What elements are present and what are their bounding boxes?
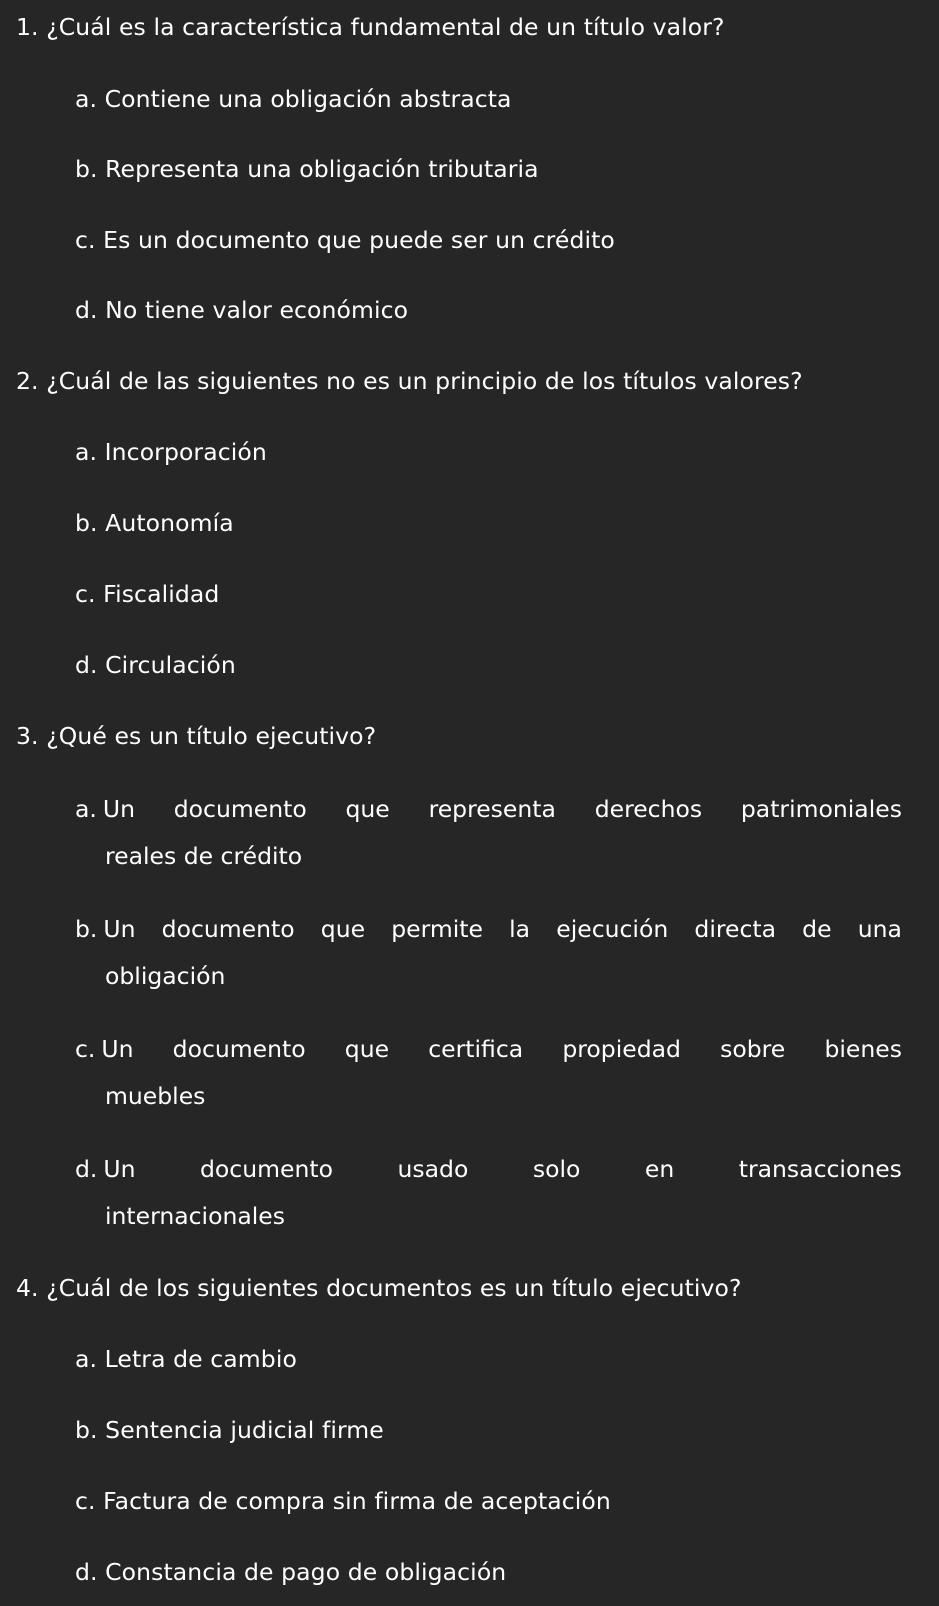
option-word: directa	[694, 915, 776, 943]
option-letter: c.	[75, 1487, 96, 1515]
option-word: documento	[200, 1155, 333, 1183]
option-letter: a.	[75, 795, 97, 823]
question-1	[16, 12, 725, 42]
option-word: derechos	[594, 795, 703, 823]
option-letter: d.	[75, 296, 98, 324]
question-text: ¿Cuál de los siguientes documentos es un título ejecutivo?	[46, 1274, 742, 1302]
option-letter: d.	[75, 1558, 98, 1586]
option-text: Sentencia judicial firme	[105, 1416, 384, 1444]
question-2-option-d	[75, 650, 236, 680]
option-word: certifica	[428, 1035, 524, 1063]
question-4-option-b	[75, 1415, 384, 1445]
option-word: documento	[161, 915, 295, 943]
option-text: Circulación	[105, 651, 236, 679]
option-word: usado	[397, 1155, 469, 1183]
option-word: ejecución	[556, 915, 669, 943]
question-text: ¿Cuál es la característica fundamental de un título valor?	[46, 13, 725, 41]
option-word: que	[320, 915, 366, 943]
option-text-line-2: internacionales	[105, 1202, 285, 1230]
question-4	[16, 1273, 742, 1303]
option-word: documento	[173, 795, 307, 823]
option-word: documento	[172, 1035, 306, 1063]
option-text-line-1	[103, 1154, 902, 1184]
option-letter: d.	[75, 651, 98, 679]
question-4-option-d	[75, 1557, 506, 1587]
option-word: bienes	[824, 1035, 902, 1063]
option-text: Factura de compra sin firma de aceptación	[103, 1487, 611, 1515]
question-1-option-d	[75, 295, 408, 325]
option-letter: b.	[75, 915, 98, 943]
option-word: patrimoniales	[740, 795, 902, 823]
option-letter: b.	[75, 155, 98, 183]
option-word: la	[509, 915, 531, 943]
question-text: ¿Qué es un título ejecutivo?	[46, 722, 377, 750]
option-word: Un	[101, 1035, 134, 1063]
option-text: Letra de cambio	[104, 1345, 297, 1373]
option-word: permite	[391, 915, 483, 943]
option-word: solo	[532, 1155, 581, 1183]
option-text: Incorporación	[104, 438, 267, 466]
option-text-line-1	[101, 1034, 902, 1064]
option-word: una	[857, 915, 902, 943]
option-letter: c.	[75, 580, 96, 608]
option-word: sobre	[720, 1035, 786, 1063]
option-word: que	[344, 1035, 390, 1063]
option-word: transacciones	[738, 1155, 902, 1183]
option-text: Fiscalidad	[103, 580, 220, 608]
option-text-line-2: obligación	[105, 962, 226, 990]
option-word: propiedad	[562, 1035, 681, 1063]
option-text: Es un documento que puede ser un crédito	[103, 226, 615, 254]
question-1-option-c	[75, 225, 615, 255]
question-2	[16, 366, 803, 396]
option-letter: a.	[75, 1345, 98, 1373]
question-4-option-a	[75, 1344, 297, 1374]
question-3	[16, 721, 376, 751]
option-text: Constancia de pago de obligación	[105, 1558, 507, 1586]
option-text-line-2: muebles	[105, 1082, 206, 1110]
question-3-option-c	[75, 1034, 902, 1111]
question-number: 4.	[16, 1274, 39, 1302]
option-letter: a.	[75, 438, 98, 466]
option-text: Autonomía	[105, 509, 234, 537]
question-number: 2.	[16, 367, 39, 395]
option-text: No tiene valor económico	[105, 296, 409, 324]
option-word: en	[644, 1155, 675, 1183]
option-letter: d.	[75, 1155, 98, 1183]
option-letter: c.	[75, 226, 96, 254]
question-2-option-c	[75, 579, 219, 609]
option-word: que	[345, 795, 390, 823]
question-text: ¿Cuál de las siguientes no es un principio de los títulos valores?	[46, 367, 803, 395]
option-word: Un	[102, 795, 135, 823]
question-number: 3.	[16, 722, 39, 750]
question-4-option-c	[75, 1486, 611, 1516]
option-text-line-1	[103, 914, 902, 944]
question-1-option-b	[75, 154, 539, 184]
option-text: Contiene una obligación abstracta	[104, 85, 512, 113]
option-word: Un	[103, 1155, 136, 1183]
question-3-option-d	[75, 1154, 902, 1231]
question-3-option-a	[75, 794, 902, 871]
question-number: 1.	[16, 13, 39, 41]
option-text: Representa una obligación tributaria	[105, 155, 539, 183]
question-2-option-b	[75, 508, 234, 538]
option-text-line-2: reales de crédito	[105, 842, 303, 870]
option-letter: c.	[75, 1035, 96, 1063]
question-3-option-b	[75, 914, 902, 991]
question-2-option-a	[75, 437, 267, 467]
option-word: de	[802, 915, 832, 943]
option-text-line-1	[103, 794, 902, 824]
option-letter: b.	[75, 1416, 98, 1444]
question-1-option-a	[75, 84, 512, 114]
option-word: Un	[103, 915, 136, 943]
option-letter: b.	[75, 509, 98, 537]
option-letter: a.	[75, 85, 98, 113]
option-word: representa	[428, 795, 556, 823]
